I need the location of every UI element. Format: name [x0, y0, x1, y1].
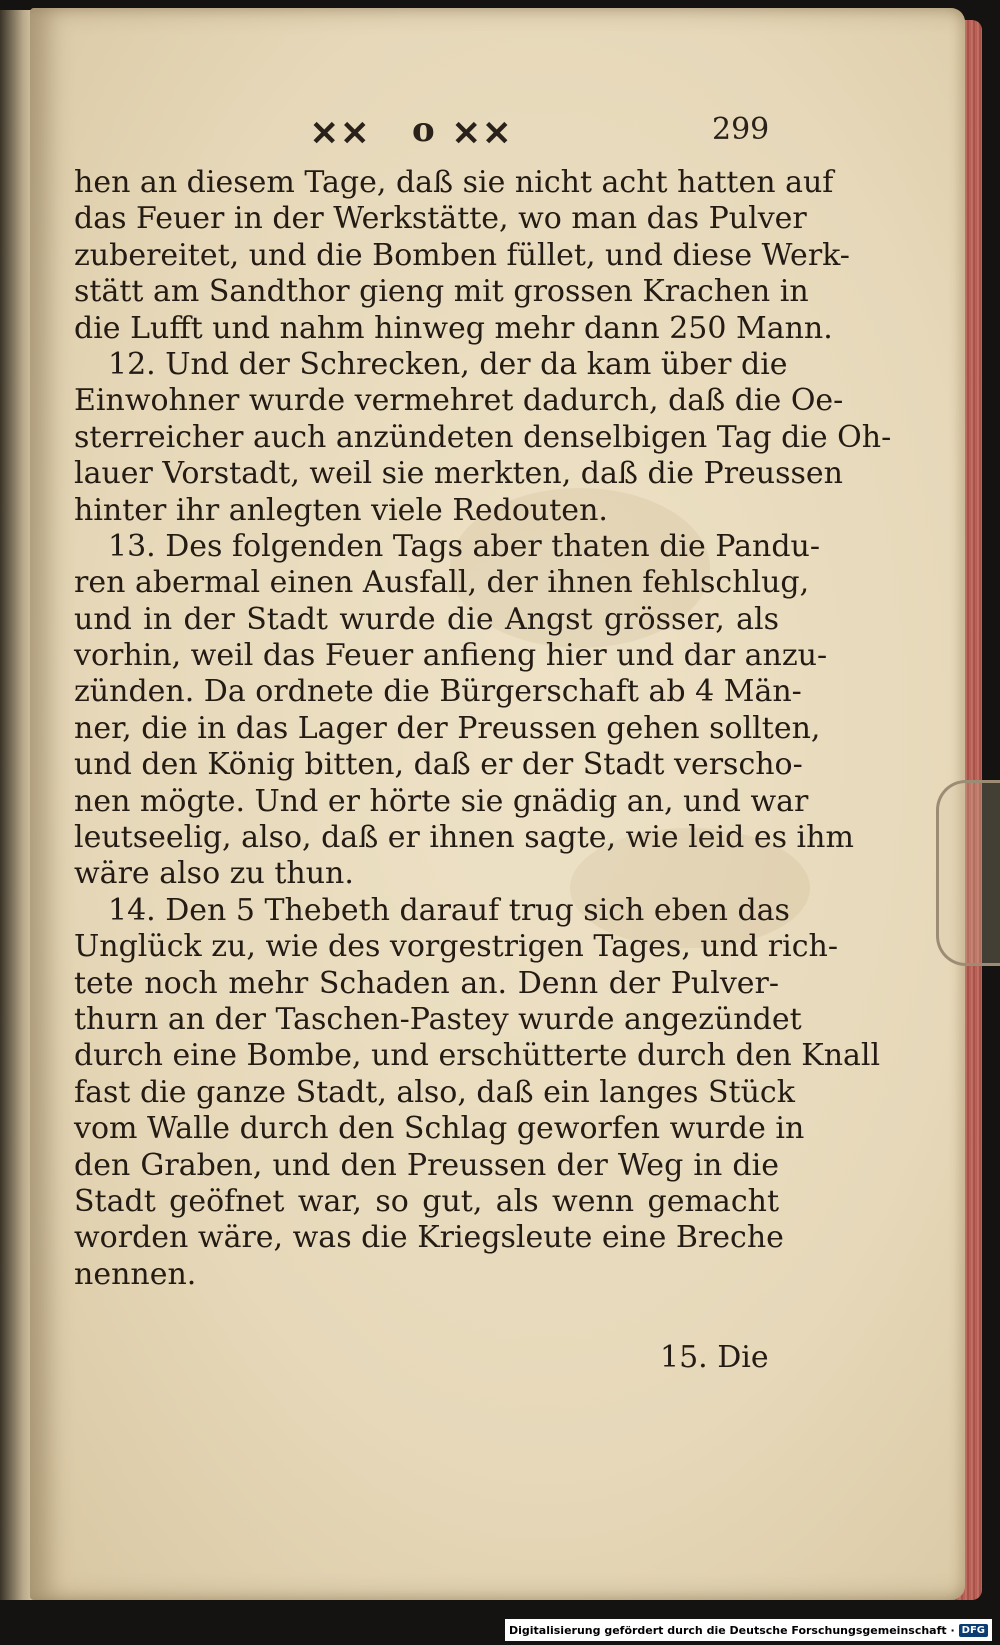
text-line: Unglück zu, wie des vorgestrigen Tages, und rich- — [74, 929, 838, 965]
text-line: das Feuer in der Werkstätte, wo man das Pulver — [74, 201, 807, 237]
dfg-logo: DFG — [959, 1624, 988, 1637]
book-clasp — [936, 780, 1000, 966]
page-number: 299 — [712, 112, 770, 147]
text-line: und in der Stadt wurde die Angst grösser, als — [74, 601, 779, 637]
text-line: 14. Den 5 Thebeth darauf trug sich eben das — [108, 892, 790, 928]
footer-credit: Digitalisierung gefördert durch die Deutsche Forschungsgemeinschaft · — [508, 1623, 955, 1637]
text-line: Stadt geöfnet war, so gut, als wenn gemacht — [74, 1183, 779, 1219]
text-line: nennen. — [74, 1256, 197, 1292]
digitization-footer — [505, 1619, 992, 1641]
text-line: vorhin, weil das Feuer anfieng hier und dar anzu- — [74, 638, 828, 674]
text-line: lauer Vorstadt, weil sie merkten, daß die Preussen — [74, 456, 843, 492]
text-line: fast die ganze Stadt, also, daß ein langes Stück — [74, 1074, 795, 1110]
text-line: stätt am Sandthor gieng mit grossen Krachen in — [74, 274, 809, 310]
text-line: nen mögte. Und er hörte sie gnädig an, und war — [74, 783, 809, 819]
text-line: ren abermal einen Ausfall, der ihnen fehlschlug, — [74, 565, 810, 601]
text-line: 13. Des folgenden Tags aber thaten die Pandu- — [108, 528, 820, 564]
text-line: und den König bitten, daß er der Stadt verscho- — [74, 747, 803, 783]
text-line: hen an diesem Tage, daß sie nicht acht hatten auf — [74, 165, 834, 200]
text-line: leutseelig, also, daß er ihnen sagte, wie leid es ihm — [74, 820, 854, 856]
text-line: den Graben, und den Preussen der Weg in die — [74, 1147, 779, 1183]
text-line: hinter ihr anlegten viele Redouten. — [74, 492, 608, 528]
text-line: wäre also zu thun. — [74, 856, 354, 892]
text-line: zünden. Da ordnete die Bürgerschaft ab 4 Män- — [74, 674, 802, 710]
text-line: durch eine Bombe, und erschütterte durch den Knall — [74, 1038, 881, 1074]
text-line: zubereitet, und die Bomben füllet, und diese Werk- — [74, 237, 850, 273]
text-line: worden wäre, was die Kriegsleute eine Breche — [74, 1220, 784, 1256]
catchword: 15. Die — [660, 1340, 769, 1375]
header-ornament-right-icon: ✕✕ — [452, 114, 513, 154]
text-line: Einwohner wurde vermehret dadurch, daß die Oe- — [74, 383, 844, 419]
header-ornament-center: o — [412, 110, 437, 150]
text-line: vom Walle durch den Schlag geworfen wurde in — [74, 1111, 805, 1147]
text-line: ner, die in das Lager der Preussen gehen sollten, — [74, 710, 821, 746]
text-line: die Lufft und nahm hinweg mehr dann 250 Mann. — [74, 310, 833, 346]
text-line: 12. Und der Schrecken, der da kam über die — [108, 346, 788, 382]
header-ornament-left-icon: ✕✕ — [310, 114, 371, 154]
running-header — [300, 110, 780, 154]
text-line: tete noch mehr Schaden an. Denn der Pulver- — [74, 965, 779, 1001]
text-line: sterreicher auch anzündeten denselbigen Tag die Oh- — [74, 419, 892, 455]
page-body-text — [74, 165, 892, 1293]
text-line: thurn an der Taschen-Pastey wurde angezündet — [74, 1001, 802, 1037]
